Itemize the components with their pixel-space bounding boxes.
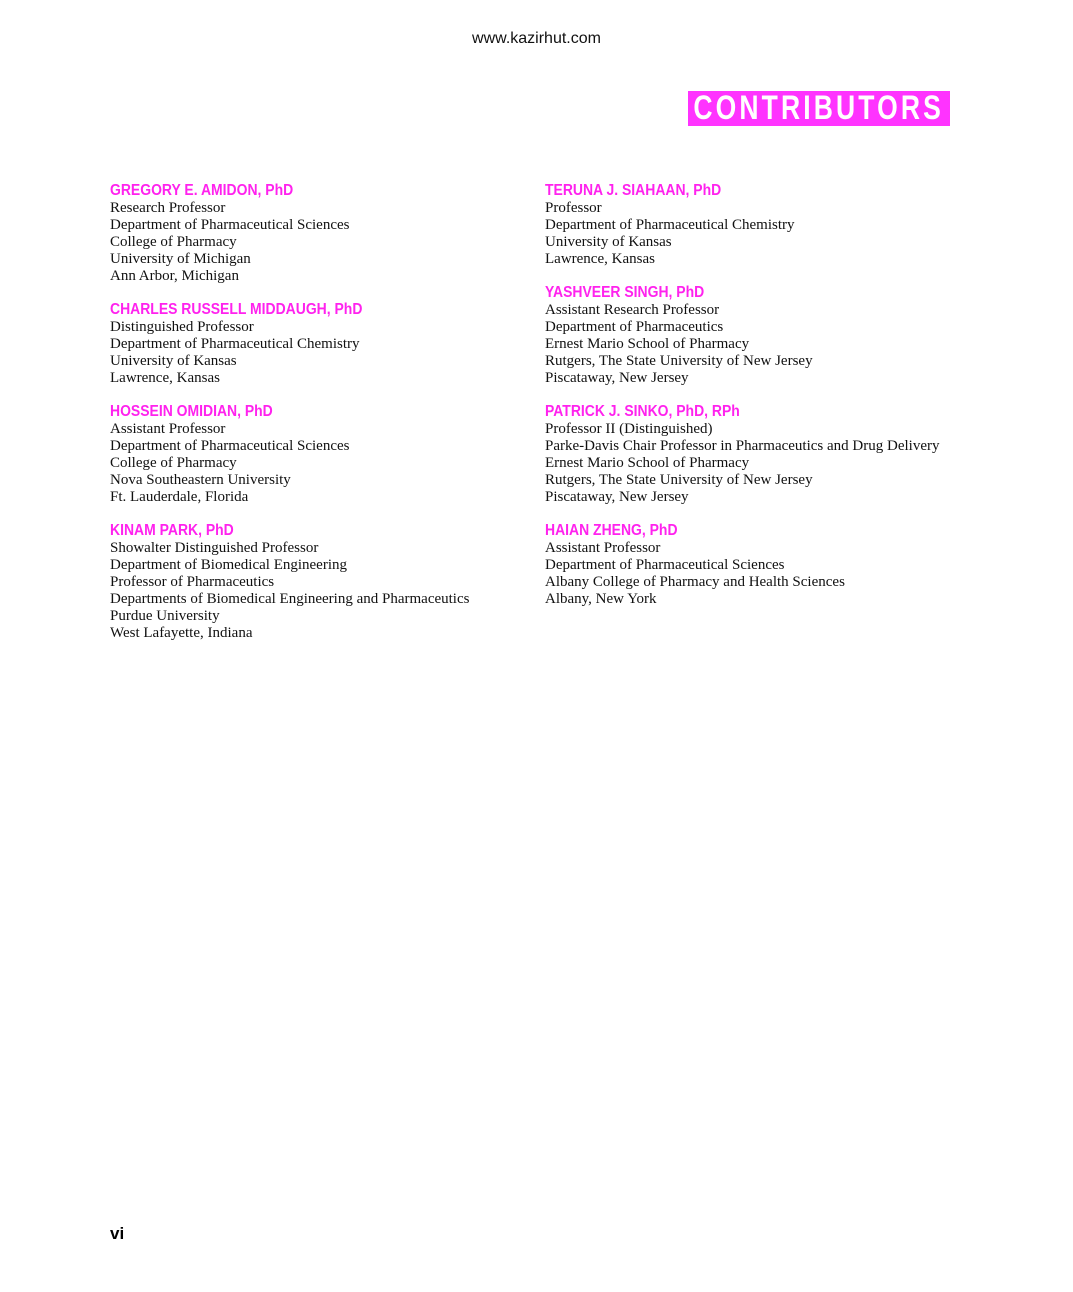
contributor-affiliation-line: Ernest Mario School of Pharmacy	[545, 336, 750, 352]
contributor-entry	[110, 181, 530, 285]
contributor-affiliation-line: University of Kansas	[110, 353, 237, 369]
contributor-entry	[545, 521, 1005, 608]
contributor-affiliation-line: Professor	[545, 200, 602, 216]
contributor-affiliation-line: Department of Pharmaceutical Sciences	[545, 557, 785, 573]
contributors-column-right	[545, 181, 1005, 623]
contributor-name: KINAM PARK, PhD	[110, 522, 234, 539]
contributor-affiliation-line: Rutgers, The State University of New Jersey	[545, 353, 813, 369]
section-title: CONTRIBUTORS	[693, 91, 945, 126]
contributor-entry	[545, 283, 1005, 387]
contributor-entry	[110, 300, 530, 387]
contributor-affiliation-line: Assistant Research Professor	[545, 302, 720, 318]
contributor-affiliation-line: Rutgers, The State University of New Jersey	[545, 472, 813, 488]
contributor-affiliation-line: Department of Pharmaceutical Chemistry	[110, 336, 360, 352]
contributors-column-left	[110, 181, 530, 657]
contributor-affiliation-line: Department of Pharmaceutics	[545, 319, 724, 335]
contributor-affiliation-line: Nova Southeastern University	[110, 472, 291, 488]
contributor-affiliation-line: College of Pharmacy	[110, 455, 237, 471]
contributor-affiliation-line: Professor II (Distinguished)	[545, 421, 713, 437]
contributor-affiliation-line: Department of Pharmaceutical Sciences	[110, 217, 350, 233]
contributor-affiliation-line: Distinguished Professor	[110, 319, 254, 335]
contributor-affiliation-line: Purdue University	[110, 608, 220, 624]
contributor-affiliation-line: Piscataway, New Jersey	[545, 370, 689, 386]
contributor-affiliation-line: Showalter Distinguished Professor	[110, 540, 319, 556]
contributor-name: TERUNA J. SIAHAAN, PhD	[545, 182, 722, 199]
contributor-affiliation-line: Research Professor	[110, 200, 226, 216]
contributor-affiliation-line: Professor of Pharmaceutics	[110, 574, 275, 590]
contributor-name: HAIAN ZHENG, PhD	[545, 522, 678, 539]
contributor-affiliation-line: University of Michigan	[110, 251, 251, 267]
contributor-affiliation-line: Ann Arbor, Michigan	[110, 268, 239, 284]
contributor-affiliation-line: Lawrence, Kansas	[110, 370, 220, 386]
contributor-entry	[110, 402, 530, 506]
contributor-entry	[545, 402, 1005, 506]
contributor-name: PATRICK J. SINKO, PhD, RPh	[545, 403, 740, 420]
contributor-name: CHARLES RUSSELL MIDDAUGH, PhD	[110, 301, 363, 318]
section-title-banner	[688, 91, 950, 126]
contributor-affiliation-line: University of Kansas	[545, 234, 672, 250]
contributor-affiliation-line: Department of Pharmaceutical Chemistry	[545, 217, 795, 233]
contributor-affiliation-line: Albany, New York	[545, 591, 657, 607]
contributor-affiliation-line: Departments of Biomedical Engineering and Pharmaceutics	[110, 591, 470, 607]
contributor-affiliation-line: Parke-Davis Chair Professor in Pharmaceutics and Drug Delivery	[545, 438, 940, 454]
contributor-name: GREGORY E. AMIDON, PhD	[110, 182, 294, 199]
contributor-name: HOSSEIN OMIDIAN, PhD	[110, 403, 273, 420]
contributor-entry	[545, 181, 1005, 268]
contributor-affiliation-line: College of Pharmacy	[110, 234, 237, 250]
contributor-affiliation-line: Department of Biomedical Engineering	[110, 557, 348, 573]
contributor-name: YASHVEER SINGH, PhD	[545, 284, 705, 301]
contributor-affiliation-line: Assistant Professor	[545, 540, 661, 556]
contributor-affiliation-line: Ft. Lauderdale, Florida	[110, 489, 249, 505]
contributor-affiliation-line: Albany College of Pharmacy and Health Sciences	[545, 574, 845, 590]
contributor-affiliation-line: West Lafayette, Indiana	[110, 625, 253, 641]
contributor-affiliation-line: Ernest Mario School of Pharmacy	[545, 455, 750, 471]
contributor-affiliation-line: Assistant Professor	[110, 421, 226, 437]
page-number: vi	[110, 1224, 125, 1243]
contributor-affiliation-line: Lawrence, Kansas	[545, 251, 655, 267]
contributor-affiliation-line: Piscataway, New Jersey	[545, 489, 689, 505]
contributor-entry	[110, 521, 530, 642]
site-url-header: www.kazirhut.com	[472, 30, 601, 47]
contributor-affiliation-line: Department of Pharmaceutical Sciences	[110, 438, 350, 454]
